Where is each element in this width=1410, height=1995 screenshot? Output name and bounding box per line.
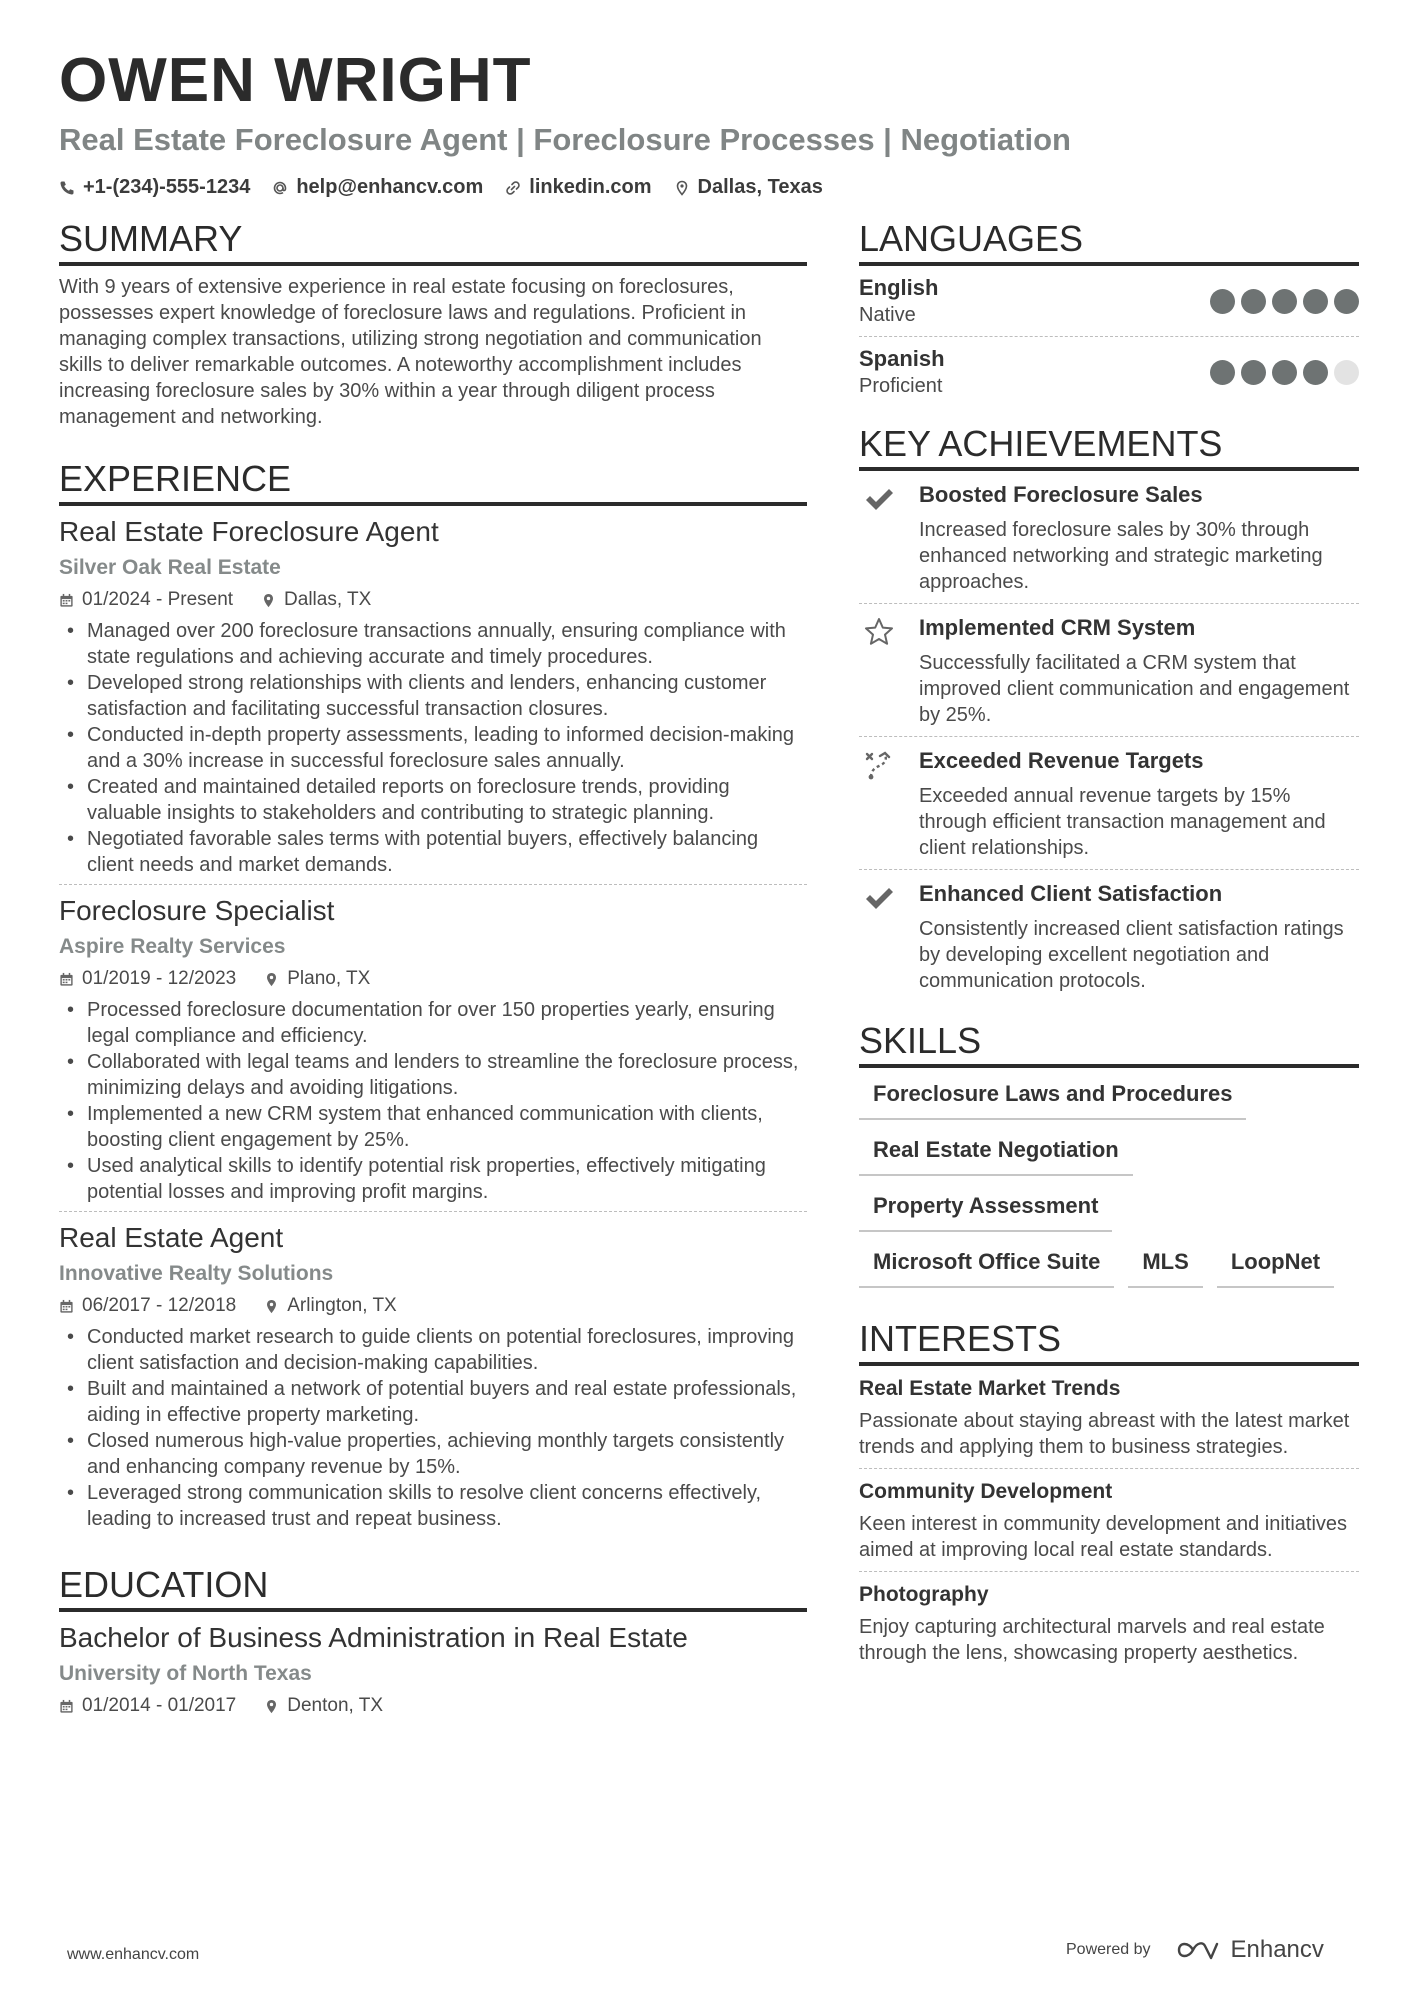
- achievement-title: Implemented CRM System: [919, 615, 1196, 640]
- rating-dot-filled: [1272, 289, 1297, 314]
- job-bullet: • Used analytical skills to identify potential risk properties, effectively mitigating potential losses and improving profit margins.: [59, 1153, 807, 1205]
- rating-dot-filled: [1272, 360, 1297, 385]
- job-meta: [59, 967, 807, 991]
- rating-dot-empty: [1334, 360, 1359, 385]
- calendar-icon: [59, 972, 74, 987]
- job-dates-text: 01/2024 - Present: [82, 589, 234, 610]
- job-location: [264, 967, 370, 991]
- job-location-text: Dallas, TX: [284, 589, 372, 610]
- interest-item: [859, 1572, 1359, 1674]
- job-location-text: Plano, TX: [287, 968, 371, 989]
- skill-tag: Microsoft Office Suite: [859, 1248, 1114, 1288]
- job-bullet: • Managed over 200 foreclosure transactions annually, ensuring compliance with state regulations and achieving accurate and timely procedures.: [59, 618, 807, 670]
- skill-tag: LoopNet: [1217, 1248, 1334, 1288]
- job-location-text: Arlington, TX: [287, 1295, 397, 1316]
- rating-dot-filled: [1303, 360, 1328, 385]
- brand-logo[interactable]: [1175, 1936, 1324, 1964]
- contact-location: [674, 176, 823, 199]
- languages-heading: LANGUAGES: [859, 218, 1359, 266]
- location-text: Dallas, Texas: [697, 176, 823, 198]
- location-pin-icon: [264, 972, 279, 987]
- rating-dot-filled: [1210, 289, 1235, 314]
- languages-section: [859, 218, 1359, 407]
- job-dates: [59, 967, 236, 991]
- education-entry: [59, 1612, 807, 1724]
- language-item: [859, 266, 1359, 337]
- experience-heading: EXPERIENCE: [59, 458, 807, 506]
- summary-text: With 9 years of extensive experience in real estate focusing on foreclosures, possesses expert knowledge of foreclosure laws and regulations. Proficient in managing complex transactions, utilizing strong negotiation and communication skills to deliver remarkable outcomes. A noteworthy accomplishment includes increasing foreclosure sales by 30% within a year through diligent process management and networking.: [59, 276, 762, 428]
- rating-dot-filled: [1303, 289, 1328, 314]
- job-entry: [59, 885, 807, 1212]
- right-column: [859, 218, 1359, 1674]
- school-name: University of North Texas: [59, 1662, 312, 1685]
- job-bullet: • Closed numerous high-value properties, achieving monthly targets consistently and enhancing company revenue by 15%.: [59, 1428, 807, 1480]
- language-level: Proficient: [859, 375, 943, 397]
- achievement-desc: Consistently increased client satisfaction ratings by developing excellent negotiation and communication protocols.: [919, 918, 1344, 992]
- skill-tag: MLS: [1128, 1248, 1202, 1288]
- email-text: help@enhancv.com: [296, 176, 484, 198]
- job-bullet: • Negotiated favorable sales terms with potential buyers, effectively balancing client needs and market demands.: [59, 826, 807, 878]
- job-title: Foreclosure Specialist: [59, 895, 335, 926]
- summary-heading: SUMMARY: [59, 218, 807, 266]
- powered-by-text: Powered by: [1066, 1941, 1151, 1958]
- achievement-item: [859, 471, 1359, 604]
- contact-linkedin[interactable]: [505, 176, 651, 199]
- check-icon: [863, 882, 895, 914]
- job-company: Aspire Realty Services: [59, 935, 286, 958]
- target-path-icon: [863, 749, 895, 781]
- phone-text: +1-(234)-555-1234: [83, 176, 251, 198]
- achievement-item: [859, 604, 1359, 737]
- skills-list: [859, 1080, 1359, 1288]
- language-name: Spanish: [859, 346, 945, 371]
- job-dates-text: 01/2019 - 12/2023: [82, 968, 237, 989]
- job-bullets: [59, 997, 807, 1205]
- skills-section: [859, 1020, 1359, 1288]
- job-company: Silver Oak Real Estate: [59, 556, 281, 579]
- skill-tag: Foreclosure Laws and Procedures: [859, 1080, 1246, 1120]
- left-column: [59, 218, 807, 1724]
- job-bullet: • Created and maintained detailed reports on foreclosure trends, providing valuable insights to stakeholders and contributing to strategic planning.: [59, 774, 807, 826]
- language-rating: [1210, 360, 1359, 385]
- job-entry: [59, 1212, 807, 1538]
- job-dates-text: 06/2017 - 12/2018: [82, 1295, 237, 1316]
- interest-item: [859, 1469, 1359, 1572]
- job-bullet: • Built and maintained a network of potential buyers and real estate professionals, aiding in effective property marketing.: [59, 1376, 807, 1428]
- at-icon: [272, 180, 288, 196]
- language-name: English: [859, 275, 939, 300]
- rating-dot-filled: [1241, 289, 1266, 314]
- phone-icon: [59, 180, 75, 196]
- achievement-desc: Successfully facilitated a CRM system that improved client communication and engagement by 25%.: [919, 652, 1350, 726]
- rating-dot-filled: [1210, 360, 1235, 385]
- link-icon: [505, 180, 521, 196]
- contact-bar: [59, 176, 1359, 199]
- job-dates: [59, 588, 233, 612]
- education-heading: EDUCATION: [59, 1564, 807, 1612]
- star-icon: [863, 616, 895, 648]
- location-pin-icon: [674, 180, 690, 196]
- enhancv-logo-icon: [1175, 1938, 1221, 1962]
- rating-dot-filled: [1334, 289, 1359, 314]
- job-title: Real Estate Foreclosure Agent: [59, 516, 439, 547]
- job-meta: [59, 588, 807, 612]
- job-bullet: • Developed strong relationships with clients and lenders, enhancing customer satisfaction and facilitating successful transaction closures.: [59, 670, 807, 722]
- job-bullet: • Leveraged strong communication skills to resolve client concerns effectively, leading to increased trust and repeat business.: [59, 1480, 807, 1532]
- check-icon: [863, 483, 895, 515]
- footer-website[interactable]: www.enhancv.com: [67, 1946, 200, 1963]
- job-location: [264, 1294, 396, 1318]
- contact-email[interactable]: [272, 176, 483, 199]
- interest-title: Real Estate Market Trends: [859, 1377, 1121, 1400]
- interest-item: [859, 1366, 1359, 1469]
- interest-desc: Passionate about staying abreast with the latest market trends and applying them to business strategies.: [859, 1410, 1350, 1458]
- education-section: [59, 1564, 807, 1724]
- achievement-title: Enhanced Client Satisfaction: [919, 881, 1223, 906]
- achievement-item: [859, 737, 1359, 870]
- achievement-desc: Exceeded annual revenue targets by 15% through efficient transaction management and client relationships.: [919, 785, 1326, 859]
- job-bullets: [59, 1324, 807, 1532]
- job-bullet: • Conducted in-depth property assessments, leading to informed decision-making and a 30% increase in successful foreclosure sales annually.: [59, 722, 807, 774]
- job-title: Real Estate Agent: [59, 1222, 284, 1253]
- achievement-title: Boosted Foreclosure Sales: [919, 482, 1203, 507]
- job-entry: [59, 506, 807, 885]
- achievements-section: [859, 423, 1359, 1002]
- job-bullets: [59, 618, 807, 878]
- job-bullet: • Implemented a new CRM system that enhanced communication with clients, boosting client engagement by 25%.: [59, 1101, 807, 1153]
- interests-section: [859, 1318, 1359, 1674]
- interest-desc: Enjoy capturing architectural marvels and real estate through the lens, showcasing property aesthetics.: [859, 1616, 1325, 1664]
- calendar-icon: [59, 1699, 74, 1714]
- location-pin-icon: [261, 593, 276, 608]
- job-bullet: • Conducted market research to guide clients on potential foreclosures, improving client satisfaction and decision-making capabilities.: [59, 1324, 807, 1376]
- interest-desc: Keen interest in community development and initiatives aimed at improving local real estate standards.: [859, 1513, 1348, 1561]
- degree-title: Bachelor of Business Administration in Real Estate: [59, 1622, 688, 1653]
- contact-phone[interactable]: [59, 176, 250, 199]
- skill-tag: Real Estate Negotiation: [859, 1136, 1133, 1176]
- education-meta: [59, 1694, 807, 1718]
- candidate-name: OWEN WRIGHT: [59, 46, 532, 115]
- experience-section: [59, 458, 807, 1538]
- calendar-icon: [59, 593, 74, 608]
- calendar-icon: [59, 1299, 74, 1314]
- interest-title: Photography: [859, 1583, 989, 1606]
- achievement-desc: Increased foreclosure sales by 30% through enhanced networking and strategic marketing approaches.: [919, 519, 1323, 593]
- skill-tag: Property Assessment: [859, 1192, 1112, 1232]
- language-item: [859, 337, 1359, 407]
- interests-heading: INTERESTS: [859, 1318, 1359, 1366]
- job-company: Innovative Realty Solutions: [59, 1262, 334, 1285]
- job-bullet: • Collaborated with legal teams and lenders to streamline the foreclosure process, minimizing delays and avoiding litigations.: [59, 1049, 807, 1101]
- language-level: Native: [859, 304, 916, 326]
- education-dates-text: 01/2014 - 01/2017: [82, 1695, 237, 1716]
- achievement-item: [859, 870, 1359, 1002]
- education-location: [264, 1694, 383, 1718]
- achievements-heading: KEY ACHIEVEMENTS: [859, 423, 1359, 471]
- brand-name: Enhancv: [1230, 1936, 1324, 1963]
- skills-heading: SKILLS: [859, 1020, 1359, 1068]
- summary-section: [59, 218, 807, 430]
- job-bullet: • Processed foreclosure documentation for over 150 properties yearly, ensuring legal compliance and efficiency.: [59, 997, 807, 1049]
- resume-header: [59, 44, 1359, 199]
- language-rating: [1210, 289, 1359, 314]
- job-dates: [59, 1294, 236, 1318]
- education-location-text: Denton, TX: [287, 1695, 384, 1716]
- job-meta: [59, 1294, 807, 1318]
- achievement-title: Exceeded Revenue Targets: [919, 748, 1204, 773]
- job-location: [261, 588, 371, 612]
- rating-dot-filled: [1241, 360, 1266, 385]
- interest-title: Community Development: [859, 1480, 1113, 1503]
- footer-branding: [1066, 1936, 1324, 1964]
- location-pin-icon: [264, 1299, 279, 1314]
- location-pin-icon: [264, 1699, 279, 1714]
- linkedin-text: linkedin.com: [529, 176, 652, 198]
- education-dates: [59, 1694, 236, 1718]
- candidate-headline: Real Estate Foreclosure Agent | Foreclosure Processes | Negotiation: [59, 122, 1071, 157]
